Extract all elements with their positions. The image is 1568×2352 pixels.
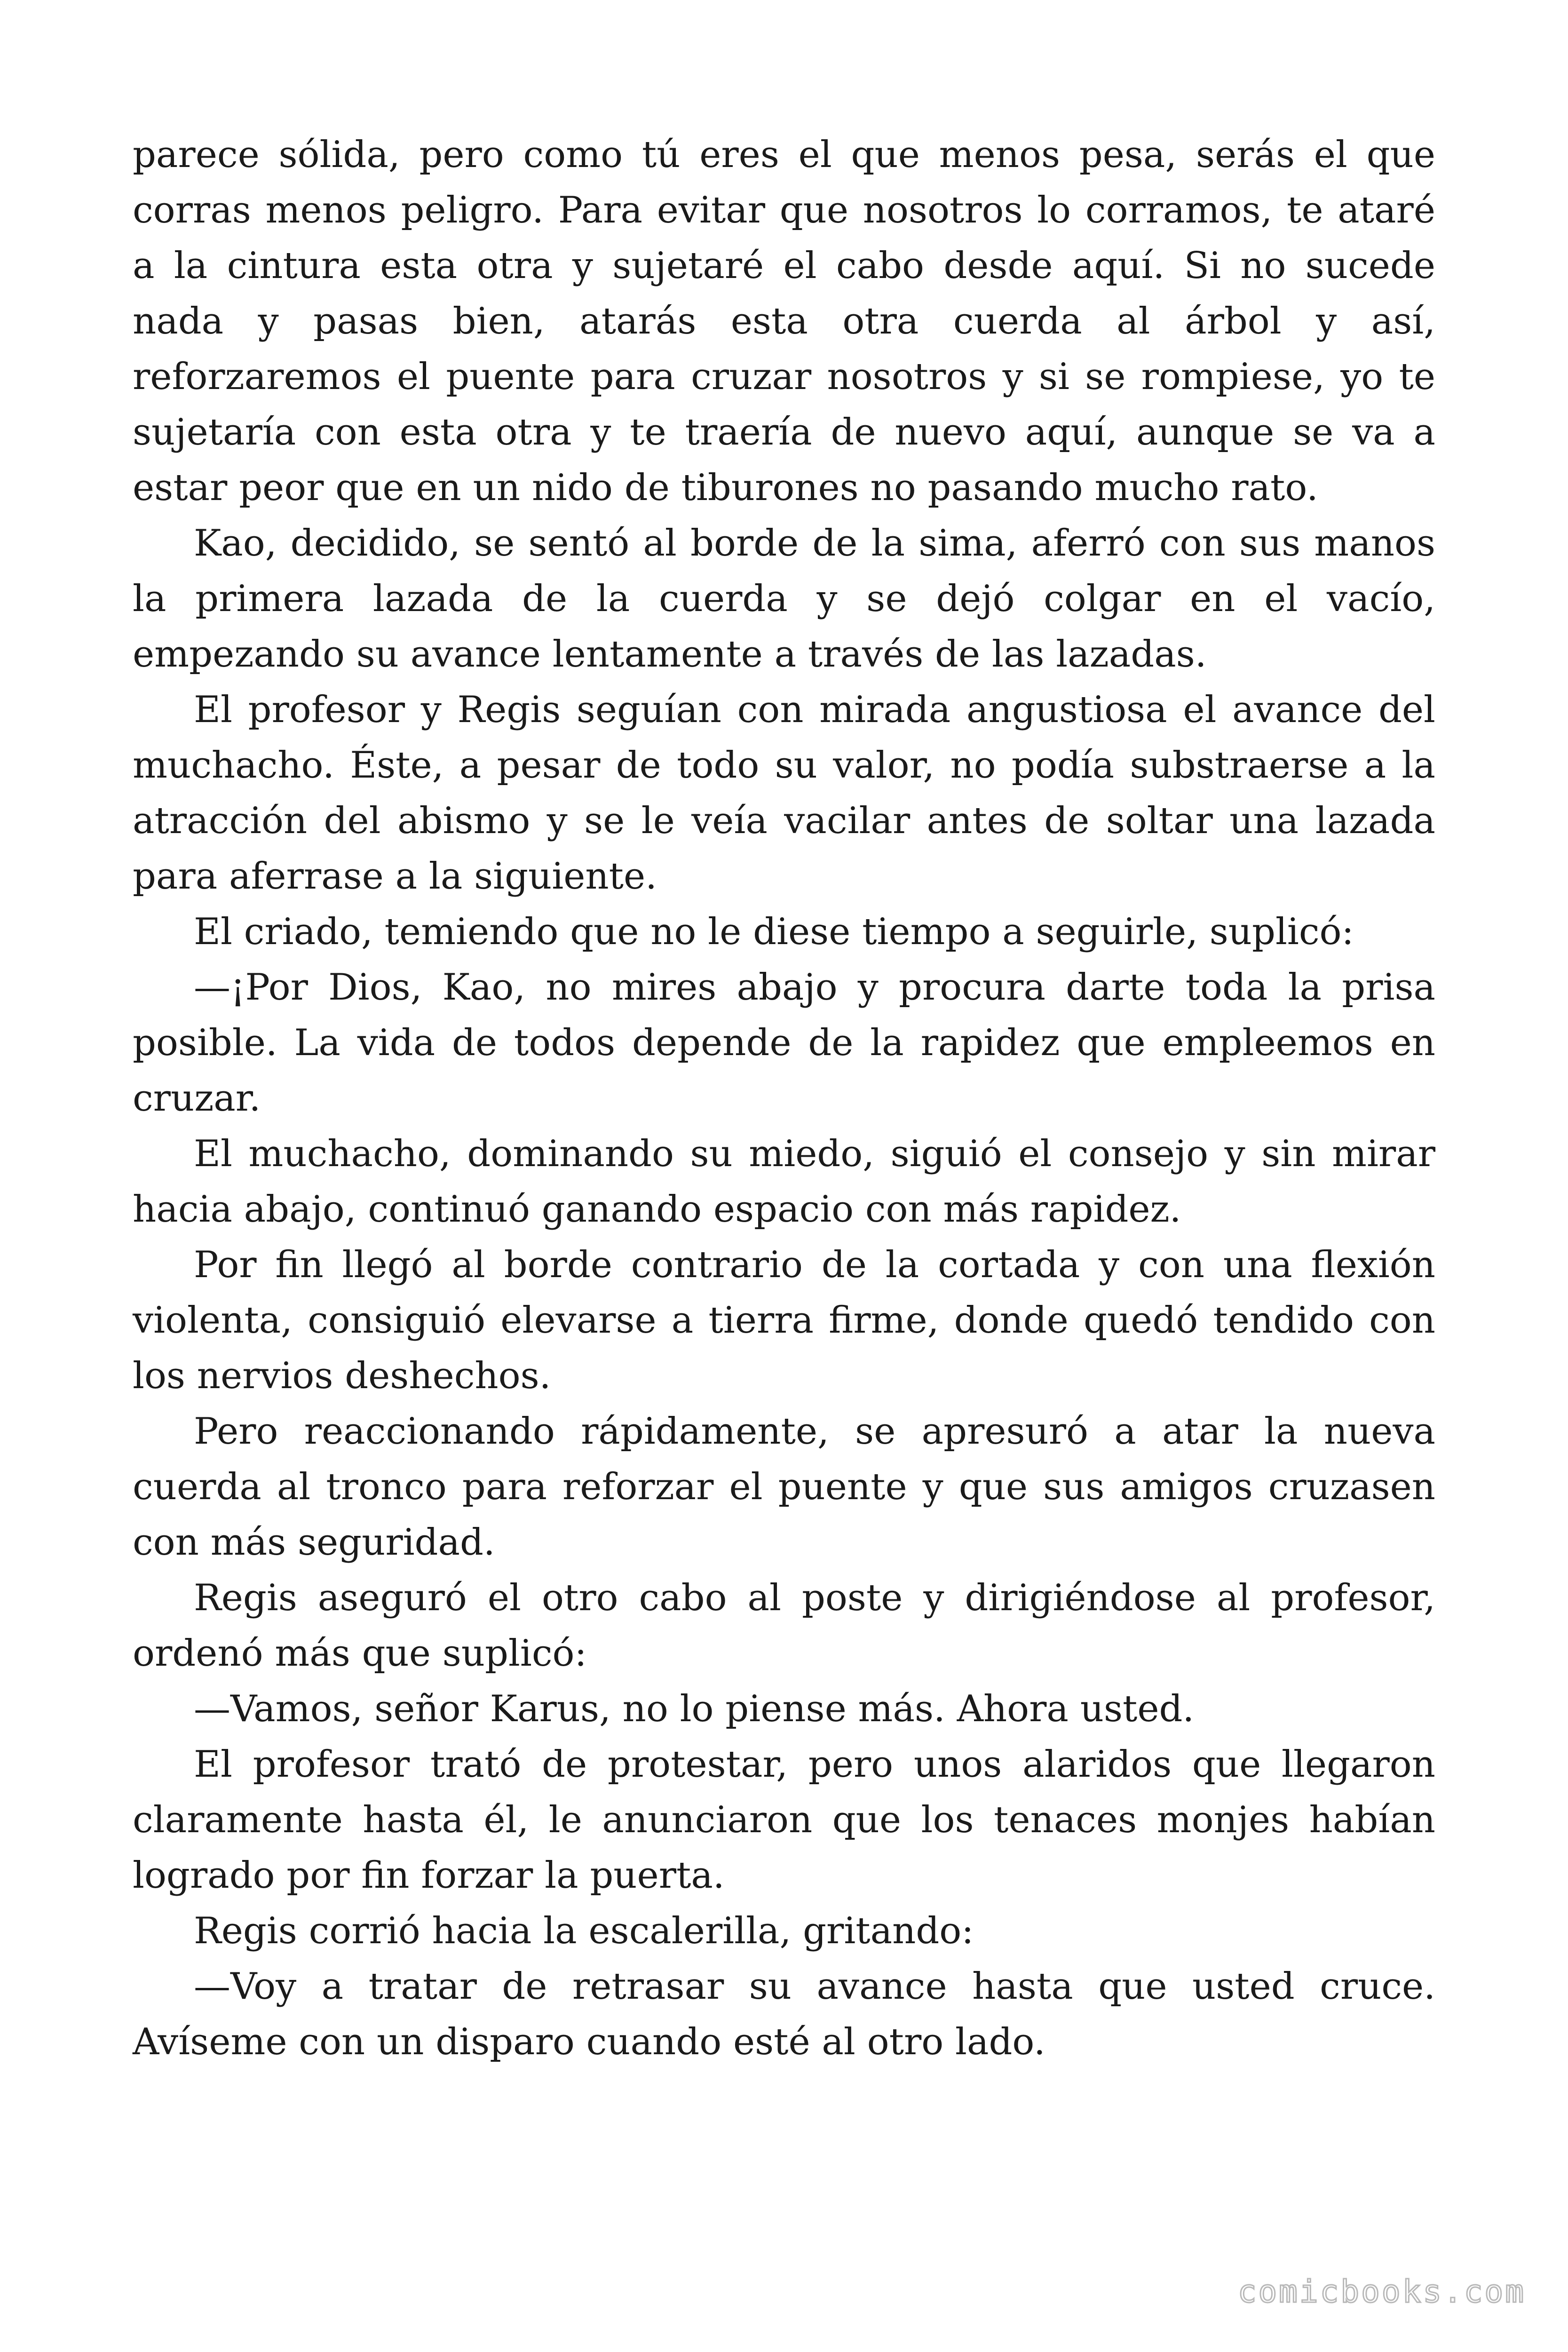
paragraph: Por fin llegó al borde contrario de la cortada y con una flexión violenta, consiguió elevarse a tierra firme, donde quedó tendido con los nervios deshechos. bbox=[133, 1244, 1435, 1397]
paragraph: El muchacho, dominando su miedo, siguió el consejo y sin mirar hacia abajo, continuó ganando espacio con más rapidez. bbox=[133, 1133, 1435, 1231]
body-text bbox=[133, 127, 1435, 2070]
paragraph: El criado, temiendo que no le diese tiempo a seguirle, suplicó: bbox=[194, 911, 1354, 953]
paragraph: —Voy a tratar de retrasar su avance hasta que usted cruce. Avíseme con un disparo cuando esté al otro lado. bbox=[133, 1965, 1435, 2063]
paragraph: El profesor y Regis seguían con mirada angustiosa el avance del muchacho. Éste, a pesar de todo su valor, no podía substraerse a la atracción del abismo y se le veía vacilar antes de soltar una lazada para aferrase a la siguiente. bbox=[133, 689, 1435, 898]
paragraph: —Vamos, señor Karus, no lo piense más. Ahora usted. bbox=[194, 1688, 1195, 1730]
watermark: comicbooks.com bbox=[1237, 2273, 1526, 2310]
paragraph: Regis corrió hacia la escalerilla, gritando: bbox=[194, 1910, 974, 1952]
paragraph: El profesor trató de protestar, pero unos alaridos que llegaron claramente hasta él, le anunciaron que los tenaces monjes habían logrado por fin forzar la puerta. bbox=[133, 1743, 1435, 1897]
paragraph: Kao, decidido, se sentó al borde de la sima, aferró con sus manos la primera lazada de la cuerda y se dejó colgar en el vacío, empezando su avance lentamente a través de las lazadas. bbox=[133, 522, 1435, 675]
paragraph: —¡Por Dios, Kao, no mires abajo y procura darte toda la prisa posible. La vida de todos depende de la rapidez que empleemos en cruzar. bbox=[133, 966, 1435, 1120]
paragraph: parece sólida, pero como tú eres el que menos pesa, serás el que corras menos peligro. Para evitar que nosotros lo corramos, te ataré a la cintura esta otra y sujetaré el cabo desde aquí. Si no sucede nada y pasas bien, atarás esta otra cuerda al árbol y así, reforzaremos el puente para cruzar nosotros y si se rompiese, yo te sujetaría con esta otra y te traería de nuevo aquí, aunque se va a estar peor que en un nido de tiburones no pasando mucho rato. bbox=[133, 134, 1435, 509]
paragraph: Pero reaccionando rápidamente, se apresuró a atar la nueva cuerda al tronco para reforzar el puente y que sus amigos cruzasen con más seguridad. bbox=[133, 1410, 1435, 1564]
paragraph: Regis aseguró el otro cabo al poste y dirigiéndose al profesor, ordenó más que suplicó: bbox=[133, 1577, 1435, 1675]
